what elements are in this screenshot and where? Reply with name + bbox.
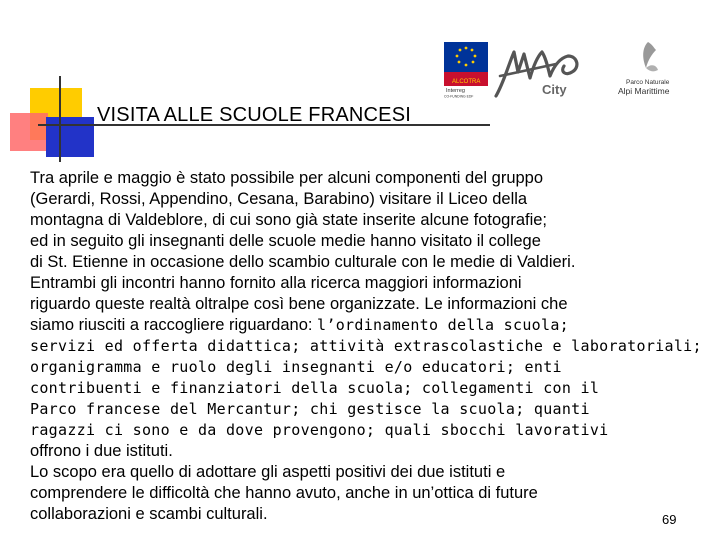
body-line: offrono i due istituti. [30, 442, 173, 460]
body-line: ed in seguito gli insegnanti delle scuole medie hanno visitato il college [30, 232, 541, 250]
body-line-mono: contribuenti e finanziatori della scuola; collegamenti con il [30, 379, 600, 397]
body-line-mono: servizi ed offerta didattica; attività extrascolastiche e laboratoriali; [30, 337, 702, 355]
alpcity-word: City [542, 82, 567, 97]
body-line: montagna di Valdeblore, di cui sono già state inserite alcune fotografie; [30, 211, 548, 229]
decor-vertical-line [59, 76, 61, 162]
body-line: collaborazioni e scambi culturali. [30, 505, 268, 523]
body-segment-mono: l’ordinamento della scuola; [317, 316, 569, 334]
eu-interreg-logo [444, 42, 488, 98]
body-line [30, 315, 720, 336]
decor-red-square [10, 113, 48, 151]
eu-caption-1: ALCOTRA [452, 79, 481, 85]
eu-flag-icon [444, 42, 488, 72]
body-line: riguardo queste realtà oltralpe così bene organizzate. Le informazioni che [30, 295, 568, 313]
body-line: Tra aprile e maggio è stato possibile per alcuni componenti del gruppo [30, 169, 544, 187]
decor-blue-square [46, 117, 94, 157]
body-line-mono: Parco francese del Mercantur; chi gestisce la scuola; quanti [30, 400, 590, 418]
body-text [30, 168, 720, 525]
eu-caption-3: CO-FUNDING EDF [444, 94, 474, 98]
parco-line-2: Alpi Marittime [618, 86, 670, 96]
parco-line-1: Parco Naturale [626, 79, 670, 86]
alpcity-logo [494, 42, 586, 100]
body-segment: siamo riusciti a raccogliere riguardano: [30, 316, 318, 334]
body-line-mono: organigramma e ruolo degli insegnanti e/o educatori; enti [30, 358, 562, 376]
body-line-mono: ragazzi ci sono e da dove provengono; quali sbocchi lavorativi [30, 421, 609, 439]
body-line: (Gerardi, Rossi, Appendino, Cesana, Barabino) visitare il Liceo della [30, 190, 528, 208]
body-line: Entrambi gli incontri hanno fornito alla ricerca maggiori informazioni [30, 274, 522, 292]
eu-caption-2: Interreg [446, 88, 465, 94]
body-line: di St. Etienne in occasione dello scambio culturale con le medie di Valdieri. [30, 253, 576, 271]
body-line: comprendere le difficoltà che hanno avuto, anche in un’ottica di future [30, 484, 538, 502]
page-number: 69 [662, 512, 677, 527]
body-line: Lo scopo era quello di adottare gli aspetti positivi dei due istituti e [30, 463, 506, 481]
parco-alpi-marittime-logo [612, 38, 694, 98]
slide-title: VISITA ALLE SCUOLE FRANCESI [97, 104, 412, 126]
